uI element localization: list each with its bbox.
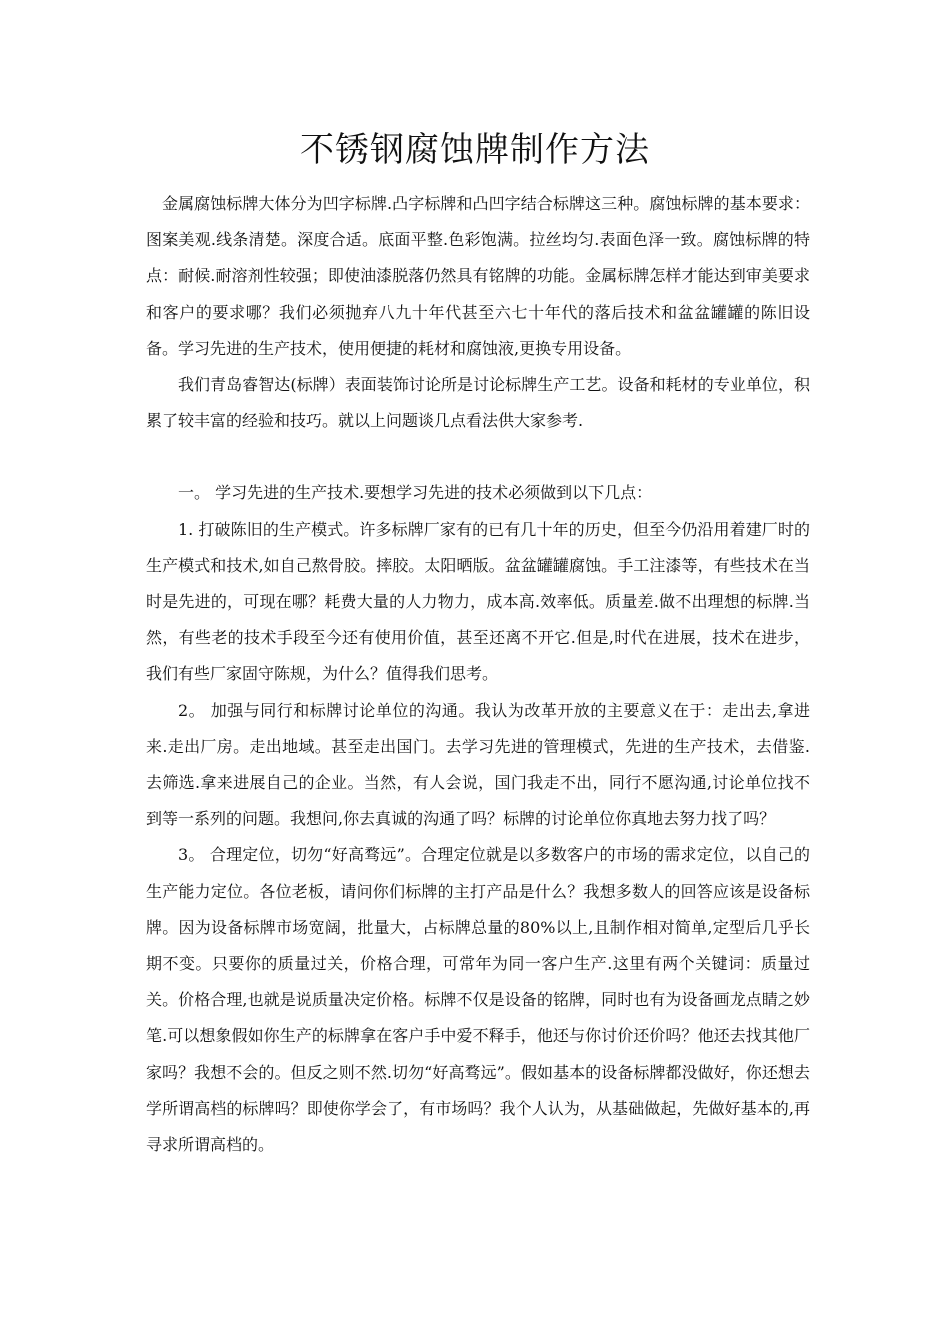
document-title: 不锈钢腐蚀牌制作方法	[300, 130, 650, 170]
document-body	[146, 186, 810, 1163]
paragraph-institute: 我们青岛睿智达(标牌）表面装饰讨论所是讨论标牌生产工艺。设备和耗材的专业单位，积累了较丰富的经验和技巧。就以上问题谈几点看法供大家参考.	[146, 375, 810, 431]
paragraph-section-heading: 一。 学习先进的生产技术.要想学习先进的技术必须做到以下几点：	[178, 483, 653, 503]
paragraph-intro: 金属腐蚀标牌大体分为凹字标牌.凸字标牌和凸凹字结合标牌这三种。腐蚀标牌的基本要求：图案美观.线条清楚。深度合适。底面平整.色彩饱满。拉丝均匀.表面色泽一致。腐蚀标牌的特点：耐候.耐溶剂性较强；即使油漆脱落仍然具有铭牌的功能。金属标牌怎样才能达到审美要求和客户的要求哪？我们必须抛弃八九十年代甚至六七十年代的落后技术和盆盆罐罐的陈旧设备。学习先进的生产技术，使用便捷的耗材和腐蚀液,更换专用设备。	[146, 194, 810, 358]
paragraph-point-2: 2。 加强与同行和标牌讨论单位的沟通。我认为改革开放的主要意义在于：走出去,拿进来.走出厂房。走出地域。甚至走出国门。去学习先进的管理模式，先进的生产技术，去借鉴.去筛选.拿来进展自己的企业。当然，有人会说，国门我走不出，同行不愿沟通,讨论单位找不到等一系列的问题。我想问,你去真诚的沟通了吗？标牌的讨论单位你真地去努力找了吗？	[146, 700, 810, 829]
paragraph-point-3: 3。 合理定位，切勿“好高骛远”。合理定位就是以多数客户的市场的需求定位，以自己的生产能力定位。各位老板，请问你们标牌的主打产品是什么？我想多数人的回答应该是设备标牌。因为设备标牌市场宽阔，批量大，占标牌总量的80%以上,且制作相对简单,定型后几乎长期不变。只要你的质量过关，价格合理，可常年为同一客户生产.这里有两个关键词：质量过关。价格合理,也就是说质量决定价格。标牌不仅是设备的铭牌，同时也有为设备画龙点睛之妙笔.可以想象假如你生产的标牌拿在客户手中爱不释手，他还与你讨价还价吗？他还去找其他厂家吗？我想不会的。但反之则不然.切勿“好高骛远”。假如基本的设备标牌都没做好，你还想去学所谓高档的标牌吗？即使你学会了，有市场吗？我个人认为，从基础做起，先做好基本的,再寻求所谓高档的。	[146, 845, 810, 1155]
blank-line	[146, 439, 810, 475]
paragraph-point-1: 1. 打破陈旧的生产模式。许多标牌厂家有的已有几十年的历史，但至今仍沿用着建厂时的生产模式和技术,如自己熬骨胶。摔胶。太阳晒版。盆盆罐罐腐蚀。手工注漆等，有些技术在当时是先进的，可现在哪？耗费大量的人力物力，成本高.效率低。质量差.做不出理想的标牌.当然，有些老的技术手段至今还有使用价值，甚至还离不开它.但是,时代在进展，技术在进步，我们有些厂家固守陈规，为什么？值得我们思考。	[146, 519, 810, 684]
